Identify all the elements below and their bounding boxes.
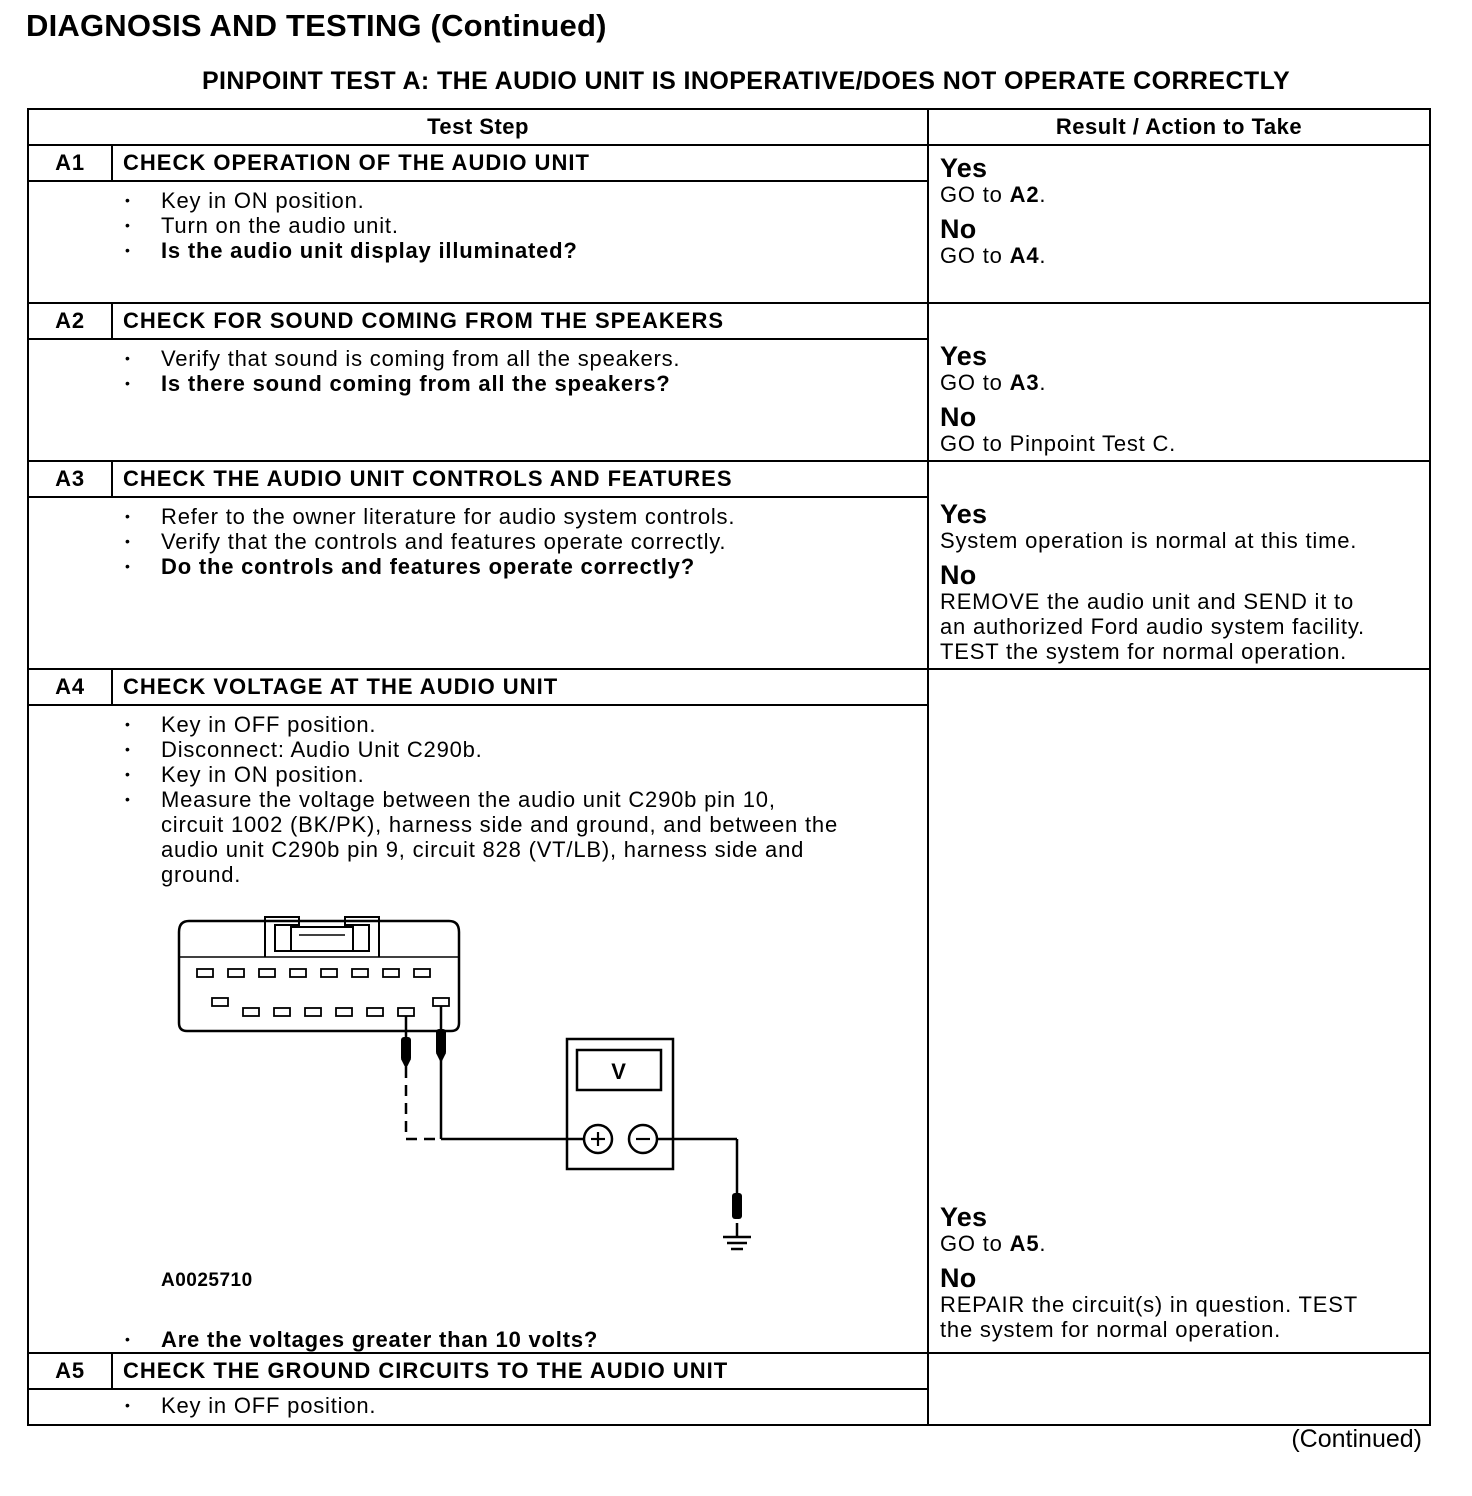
page-title: DIAGNOSIS AND TESTING (Continued): [26, 8, 607, 43]
measure-line: circuit 1002 (BK/PK), harness side and ground, and between the: [161, 812, 838, 837]
step-heading: CHECK FOR SOUND COMING FROM THE SPEAKERS: [112, 303, 928, 339]
result-yes-label: Yes: [940, 341, 988, 371]
figure-id: A0025710: [161, 1270, 253, 1291]
action-item: • Key in OFF position.: [29, 1393, 927, 1418]
step-a3-actions: [29, 498, 927, 579]
result-no-action-line: TEST the system for normal operation.: [940, 639, 1348, 664]
result-no-action-line: REPAIR the circuit(s) in question. TEST: [940, 1292, 1358, 1317]
step-heading: CHECK THE GROUND CIRCUITS TO THE AUDIO UNIT: [112, 1353, 928, 1389]
action-item: • Disconnect: Audio Unit C290b.: [29, 737, 927, 762]
connector-voltmeter-illustration: [29, 887, 929, 1327]
connector-pin-cavities: [197, 969, 449, 1016]
step-a5-result: [928, 1353, 1430, 1425]
result-no-label: No: [940, 560, 977, 590]
action-item-measure: [29, 787, 927, 887]
result-yes-action: GO to A3.: [940, 370, 1047, 395]
step-a3-heading-row: [28, 461, 1430, 497]
continued-note: (Continued): [1291, 1425, 1422, 1453]
result-no-action-line: an authorized Ford audio system facility.: [940, 614, 1365, 639]
result-yes-label: Yes: [940, 499, 988, 529]
action-item: • Verify that sound is coming from all the speakers.: [29, 346, 927, 371]
result-no-label: No: [940, 214, 977, 244]
step-body: [28, 705, 928, 1353]
action-item: • Key in ON position.: [29, 762, 927, 787]
table-header-row: [28, 109, 1430, 145]
step-a3-result: [928, 461, 1430, 669]
pinpoint-test-table: [27, 108, 1431, 1426]
step-a5-heading-row: [28, 1353, 1430, 1389]
step-body: [28, 497, 928, 669]
step-id: A5: [28, 1353, 112, 1389]
step-a1-result: [928, 145, 1430, 303]
probe-tips-icon: [401, 1029, 742, 1219]
step-heading: CHECK VOLTAGE AT THE AUDIO UNIT: [112, 669, 928, 705]
step-body: [28, 339, 928, 461]
step-id: A2: [28, 303, 112, 339]
action-question: • Is the audio unit display illuminated?: [29, 238, 927, 263]
result-yes-action: GO to A2.: [940, 182, 1047, 207]
action-item: • Key in ON position.: [29, 188, 927, 213]
result-no-label: No: [940, 1263, 977, 1293]
step-a1-actions: [29, 182, 927, 263]
step-id: A4: [28, 669, 112, 705]
step-a1-heading-row: [28, 145, 1430, 181]
column-header-test-step: Test Step: [28, 109, 928, 145]
step-a4-result: [928, 669, 1430, 1353]
step-a2-heading-row: [28, 303, 1430, 339]
action-question: • Is there sound coming from all the speakers?: [29, 371, 927, 396]
step-id: A3: [28, 461, 112, 497]
step-heading: CHECK THE AUDIO UNIT CONTROLS AND FEATURES: [112, 461, 928, 497]
measure-line: ground.: [161, 862, 242, 887]
action-item: • Turn on the audio unit.: [29, 213, 927, 238]
step-a2-actions: [29, 340, 927, 396]
voltage-measurement-diagram: [29, 887, 927, 1327]
action-item: • Verify that the controls and features operate correctly.: [29, 529, 927, 554]
step-a2-result: [928, 303, 1430, 461]
result-no-action: GO to Pinpoint Test C.: [940, 431, 1177, 456]
step-id: A1: [28, 145, 112, 181]
step-a5-actions: [29, 1390, 927, 1418]
meter-label: V: [611, 1059, 627, 1084]
result-yes-label: Yes: [940, 1202, 988, 1232]
result-no-label: No: [940, 402, 977, 432]
result-yes-action: System operation is normal at this time.: [940, 528, 1358, 553]
step-body: [28, 1389, 928, 1425]
measure-line: audio unit C290b pin 9, circuit 828 (VT/LB), harness side and: [161, 837, 805, 862]
step-body: [28, 181, 928, 303]
step-a4-actions: [29, 706, 927, 887]
result-yes-action: GO to A5.: [940, 1231, 1047, 1256]
result-no-action-line: REMOVE the audio unit and SEND it to: [940, 589, 1355, 614]
measure-line: Measure the voltage between the audio unit C290b pin 10,: [161, 787, 776, 812]
column-header-result: Result / Action to Take: [928, 109, 1430, 145]
action-item: • Key in OFF position.: [29, 712, 927, 737]
action-question: • Are the voltages greater than 10 volts?: [29, 1327, 927, 1352]
action-item: • Refer to the owner literature for audio system controls.: [29, 504, 927, 529]
step-heading: CHECK OPERATION OF THE AUDIO UNIT: [112, 145, 928, 181]
step-a4-question: [29, 1327, 927, 1352]
result-no-action-line: the system for normal operation.: [940, 1317, 1282, 1342]
pinpoint-test-title: PINPOINT TEST A: THE AUDIO UNIT IS INOPERATIVE/DOES NOT OPERATE CORRECTLY: [201, 67, 1291, 95]
action-question: • Do the controls and features operate correctly?: [29, 554, 927, 579]
step-a4-heading-row: [28, 669, 1430, 705]
result-yes-label: Yes: [940, 153, 988, 183]
result-no-action: GO to A4.: [940, 243, 1047, 268]
